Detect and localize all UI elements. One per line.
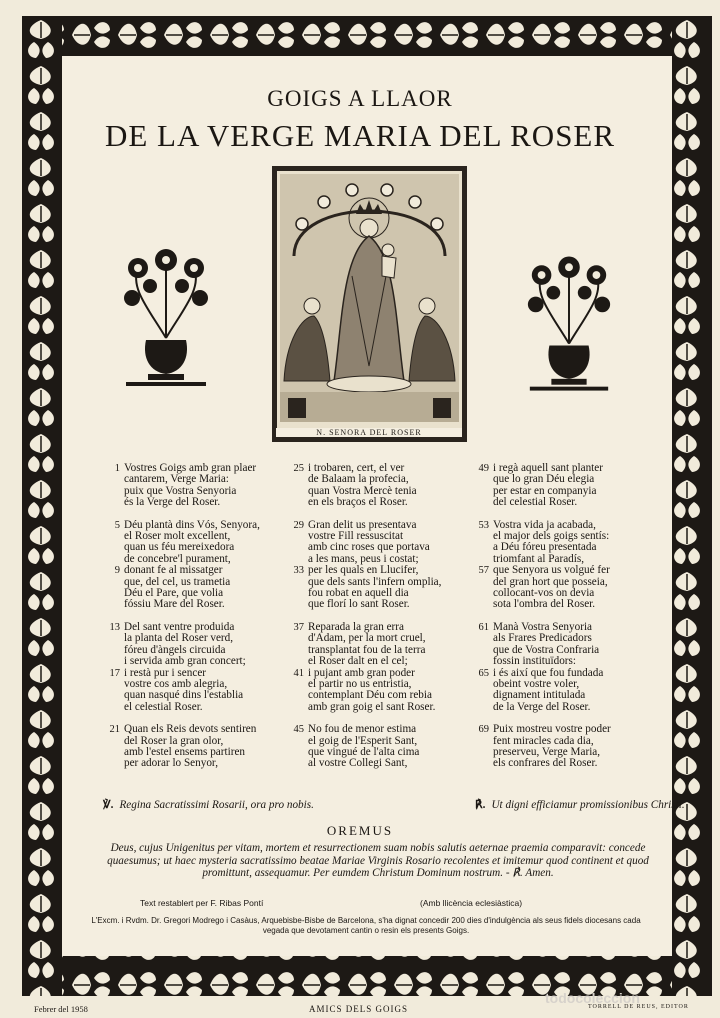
verse-text: per estar en companyia [493,484,597,497]
verse-text: triomfant al Paradís, [493,552,585,565]
stanza-column-2 [289,463,469,781]
verse-text: és la Verge del Roser. [124,496,221,509]
verse-line [289,599,469,610]
line-number: 57 [478,565,489,577]
stanza [474,520,654,611]
verse-text: Puix mostreu vostre poder [493,723,611,736]
verse-text: els confrares del Roser. [493,757,598,770]
verse-line [474,758,654,769]
stanza [105,724,285,770]
stanza [105,520,285,611]
verse-text: fent miracles cada dia, [493,734,594,747]
verse-text: cantarem, Verge Maria: [124,473,229,486]
verse-text: vostre Fill ressuscitat [308,530,404,543]
response-mark: ℟. [475,799,486,811]
verse-text: al vostre Collegi Sant, [308,757,408,770]
verse-text: per les quals en Llucifer, [308,564,419,577]
stanza-column-1 [105,463,285,781]
footer-date: Febrer del 1958 [34,1004,88,1014]
line-number: 69 [478,724,489,736]
ecclesiastical-licence: (Amb llicència eclesiàstica) [420,898,523,908]
verse-text: fossin instituïdors: [493,655,576,668]
verse-text: quan nasqué dins l'establia [124,689,244,702]
stanza [289,463,469,509]
verse-text: que vingué de l'alta cima [308,745,420,758]
stanza [289,724,469,770]
verse-text: quan Vostra Mercè tenia [308,484,417,497]
versicle-line [103,798,685,811]
verse-text: Manà Vostra Senyoria [493,620,593,633]
line-number: 25 [293,463,304,474]
line-number: 13 [109,621,120,633]
line-number: 1 [114,463,120,474]
verse-line [289,702,469,713]
line-number: 9 [114,565,120,577]
verse-line [105,599,285,610]
verse-text: que dels sants l'infern omplia, [308,575,442,588]
verse-text: i pujant amb gran poder [308,666,415,679]
verse-line [474,497,654,508]
stanza [474,724,654,770]
oremus-prayer: Deus, cujus Unigenitus per vitam, mortem et resurrectionem suam nobis salutis aeternae praemia comparavit: concede quaesumus; ut haec mysteria sacratissimo beatae Mariae Virginis Rosario recolentes et imitemur quod continent et quod promittunt, assequamur. Per eumdem Christum Dominum nostrum. - ℟. Amen. [107,842,649,879]
verse-text: als Frares Predicadors [493,632,592,645]
verse-text: Del sant ventre produida [124,620,235,633]
verse-text: Déu el Pare, que volia [124,587,224,600]
line-number: 49 [478,463,489,474]
verse-line [105,497,285,508]
virgin-woodcut-image [272,166,467,442]
verse-line [474,702,654,713]
flower-vase-right-icon [522,254,616,394]
oremus-heading: OREMUS [326,823,394,838]
verse-text: i és així que fou fundada [493,666,604,679]
versicle-mark: ℣. [103,799,114,811]
line-number: 17 [109,667,120,679]
verse-line [289,758,469,769]
verse-text: del celestial Roser. [493,496,578,509]
stanza [105,463,285,509]
verse-text: collocant-vos on devia [493,587,595,600]
verse-text: i regà aquell sant planter [493,462,603,474]
verse-text: Reparada la gran erra [308,620,404,633]
footer-printer: TORRELL DE REUS, EDITOR [588,1004,689,1010]
verse-text: que, del cel, us trametia [124,575,231,588]
stanza [474,463,654,509]
verse-text: que Senyora us volgué fer [493,564,610,577]
verse-text: donant fe al missatger [124,564,223,577]
verse-text: fóssiu Mare del Roser. [124,598,225,611]
footer-publisher: AMICS DELS GOIGS [309,1004,409,1014]
verse-text: a Déu fóreu presentada [493,541,597,554]
verse-text: i trobaren, cert, el ver [308,462,405,474]
verse-line [289,497,469,508]
verse-text: el major dels goigs sentís: [493,530,610,543]
line-number: 53 [478,519,489,531]
verse-text: Déu plantà dins Vós, Senyora, [124,518,260,531]
verse-text: en els braços el Roser. [308,496,408,509]
verse-text: que lo gran Déu elegia [493,473,595,486]
verse-text: fou robat en aquell dia [308,587,409,600]
verse-text: de la Verge del Roser. [493,700,591,713]
stanza [289,520,469,611]
verse-text: fóreu d'àngels circuida [124,643,226,656]
verse-text: que florí lo sant Roser. [308,598,410,611]
verse-text: quan us féu mereixedora [124,541,235,554]
verse-text: de concebre'l purament, [124,552,231,565]
stanza-column-3 [474,463,654,781]
line-number: 37 [293,621,304,633]
line-number: 21 [109,724,120,736]
verse-text: Quan els Reis devots sentiren [124,723,257,736]
verse-text: Vostra vida ja acabada, [493,518,596,531]
verse-text: del Roser la gran olor, [124,734,224,747]
verse-line [105,758,285,769]
verse-text: dignament intitulada [493,689,586,702]
verse-text: el Roser molt excellent, [124,530,231,543]
verse-text: Gran delit us presentava [308,518,417,531]
verse-text: el celestial Roser. [124,700,203,713]
line-number: 5 [114,519,120,531]
verse-text: amb cinc roses que portava [308,541,430,554]
verse-text: d'Adam, per la mort cruel, [308,632,426,645]
verse-text: el partir no us entristia, [308,677,412,690]
verse-text: el goig de l'Esperit Sant, [308,734,418,747]
line-number: 45 [293,724,304,736]
verse-text: que de Vostra Confraria [493,643,600,656]
verse-text: vostre cos amb alegria, [124,677,228,690]
verse-text: obeint vostre voler, [493,677,580,690]
verse-text: el Roser dalt en el cel; [308,655,408,668]
line-number: 61 [478,621,489,633]
verse-text: Vostres Goigs amb gran plaer [124,462,257,474]
line-number: 29 [293,519,304,531]
indulgence-note: L'Excm. i Rvdm. Dr. Gregori Modrego i Casàus, Arquebisbe-Bisbe de Barcelona, s'ha dignat concedir 200 dies d'indulgència als seus fidels diocesans cada vegada que devotament cantin o resin els presents Goigs. [91,916,641,935]
watermark-text: todocoleccion [545,990,640,1006]
verse-text: la planta del Roser verd, [124,632,234,645]
image-caption: N. SENORA DEL ROSER [276,428,462,437]
verse-text: amb gran goig el sant Roser. [308,700,436,713]
line-number: 33 [293,565,304,577]
line-number: 65 [478,667,489,679]
stanza [474,622,654,713]
verse-text: puix que Vostra Senyoria [124,484,237,497]
title-line-1: GOIGS A LLAOR [267,86,453,111]
verse-line [474,599,654,610]
text-credit: Text restablert per F. Ribas Pontí [140,898,264,908]
verse-text: transplantat fou de la terra [308,643,426,656]
verse-line [105,702,285,713]
stanza [289,622,469,713]
verse-text: per adorar lo Senyor, [124,757,218,770]
verse-text: i servida amb gran concert; [124,655,246,668]
verse-text: contemplant Déu com rebia [308,689,432,702]
verse-text: amb l'estel ensems partiren [124,745,245,758]
verse-text: sota l'ombra del Roser. [493,598,596,611]
stanza [105,622,285,713]
verse-text: del gran hort que posseia, [493,575,608,588]
line-number: 41 [293,667,304,679]
flower-vase-left-icon [118,248,214,388]
response-text: Ut digni efficiamur promissionibus Christi. [491,799,685,811]
verse-text: a les mans, peus i costat; [308,552,419,565]
verse-text: de Balaam la profecia, [308,473,409,486]
verse-text: i restà pur i sencer [124,666,207,679]
verse-text: No fou de menor estima [308,723,417,736]
verse-text: preserveu, Verge Maria, [493,745,601,758]
title-line-2: DE LA VERGE MARIA DEL ROSER [104,118,616,153]
versicle-text: Regina Sacratissimi Rosarii, ora pro nobis. [119,799,314,811]
